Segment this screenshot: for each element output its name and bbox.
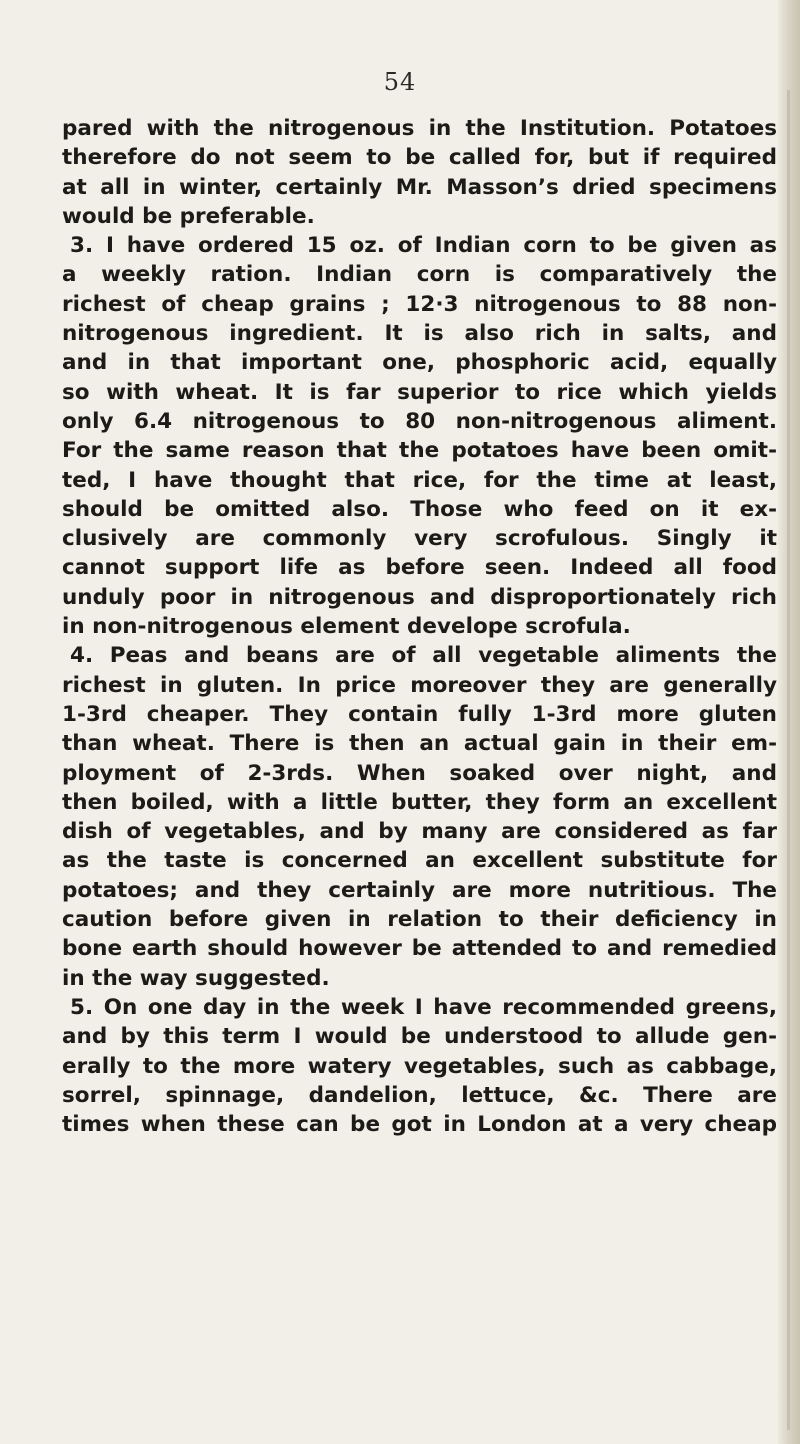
text-line: 5. On one day in the week I have recommended greens, bbox=[70, 994, 777, 1020]
text-line: a weekly ration. Indian corn is comparatively the bbox=[62, 262, 777, 288]
text-line: sorrel, spinnage, dandelion, lettuce, &c. There are bbox=[62, 1082, 777, 1108]
text-line: pared with the nitrogenous in the Institution. Potatoes bbox=[62, 116, 777, 141]
text-line: nitrogenous ingredient. It is also rich in salts, and bbox=[62, 321, 777, 347]
text-line: and by this term I would be understood to allude gen- bbox=[62, 1024, 777, 1050]
binding-line bbox=[787, 90, 790, 1430]
text-line: cannot support life as before seen. Indeed all food bbox=[62, 555, 777, 581]
text-line: only 6.4 nitrogenous to 80 non-nitrogenous aliment. bbox=[62, 408, 777, 434]
text-line: in non-nitrogenous element develope scrofula. bbox=[62, 614, 631, 640]
text-line: unduly poor in nitrogenous and disproportionately rich bbox=[62, 584, 777, 610]
text-line: 4. Peas and beans are of all vegetable aliments the bbox=[70, 643, 777, 669]
text-line: dish of vegetables, and by many are considered as far bbox=[62, 819, 777, 845]
text-line: times when these can be got in London at a very cheap bbox=[62, 1112, 777, 1138]
page-edge-shadow bbox=[778, 0, 800, 1444]
text-line: For the same reason that the potatoes have been omit- bbox=[62, 438, 777, 464]
text-line: caution before given in relation to their deficiency in bbox=[62, 907, 777, 933]
text-line: would be preferable. bbox=[62, 203, 315, 229]
page-number: 54 bbox=[383, 68, 417, 96]
text-line: then boiled, with a little butter, they form an excellent bbox=[62, 789, 777, 815]
text-line: richest in gluten. In price moreover they are generally bbox=[62, 672, 777, 698]
text-line: and in that important one, phosphoric acid, equally bbox=[62, 350, 777, 376]
text-line: potatoes; and they certainly are more nutritious. The bbox=[62, 877, 777, 903]
text-line: 1-3rd cheaper. They contain fully 1-3rd more gluten bbox=[62, 701, 777, 727]
text-line: ted, I have thought that rice, for the time at least, bbox=[62, 467, 777, 493]
text-line: erally to the more watery vegetables, such as cabbage, bbox=[62, 1053, 777, 1079]
body-text bbox=[62, 114, 777, 1139]
text-line: clusively are commonly very scrofulous. Singly it bbox=[62, 526, 777, 552]
text-line: as the taste is concerned an excellent substitute for bbox=[62, 848, 777, 874]
text-line: richest of cheap grains ; 12·3 nitrogenous to 88 non- bbox=[62, 291, 777, 317]
text-line: bone earth should however be attended to and remedied bbox=[62, 936, 777, 962]
text-line: in the way suggested. bbox=[62, 965, 330, 991]
text-line: than wheat. There is then an actual gain in their em- bbox=[62, 731, 777, 757]
text-line: therefore do not seem to be called for, but if required bbox=[62, 145, 777, 171]
text-line: ployment of 2-3rds. When soaked over night, and bbox=[62, 760, 777, 786]
text-line: 3. I have ordered 15 oz. of Indian corn to be given as bbox=[70, 233, 777, 259]
text-line: at all in winter, certainly Mr. Masson’s dried specimens bbox=[62, 174, 777, 200]
text-line: should be omitted also. Those who feed on it ex- bbox=[62, 496, 777, 522]
text-line: so with wheat. It is far superior to rice which yields bbox=[62, 379, 777, 405]
